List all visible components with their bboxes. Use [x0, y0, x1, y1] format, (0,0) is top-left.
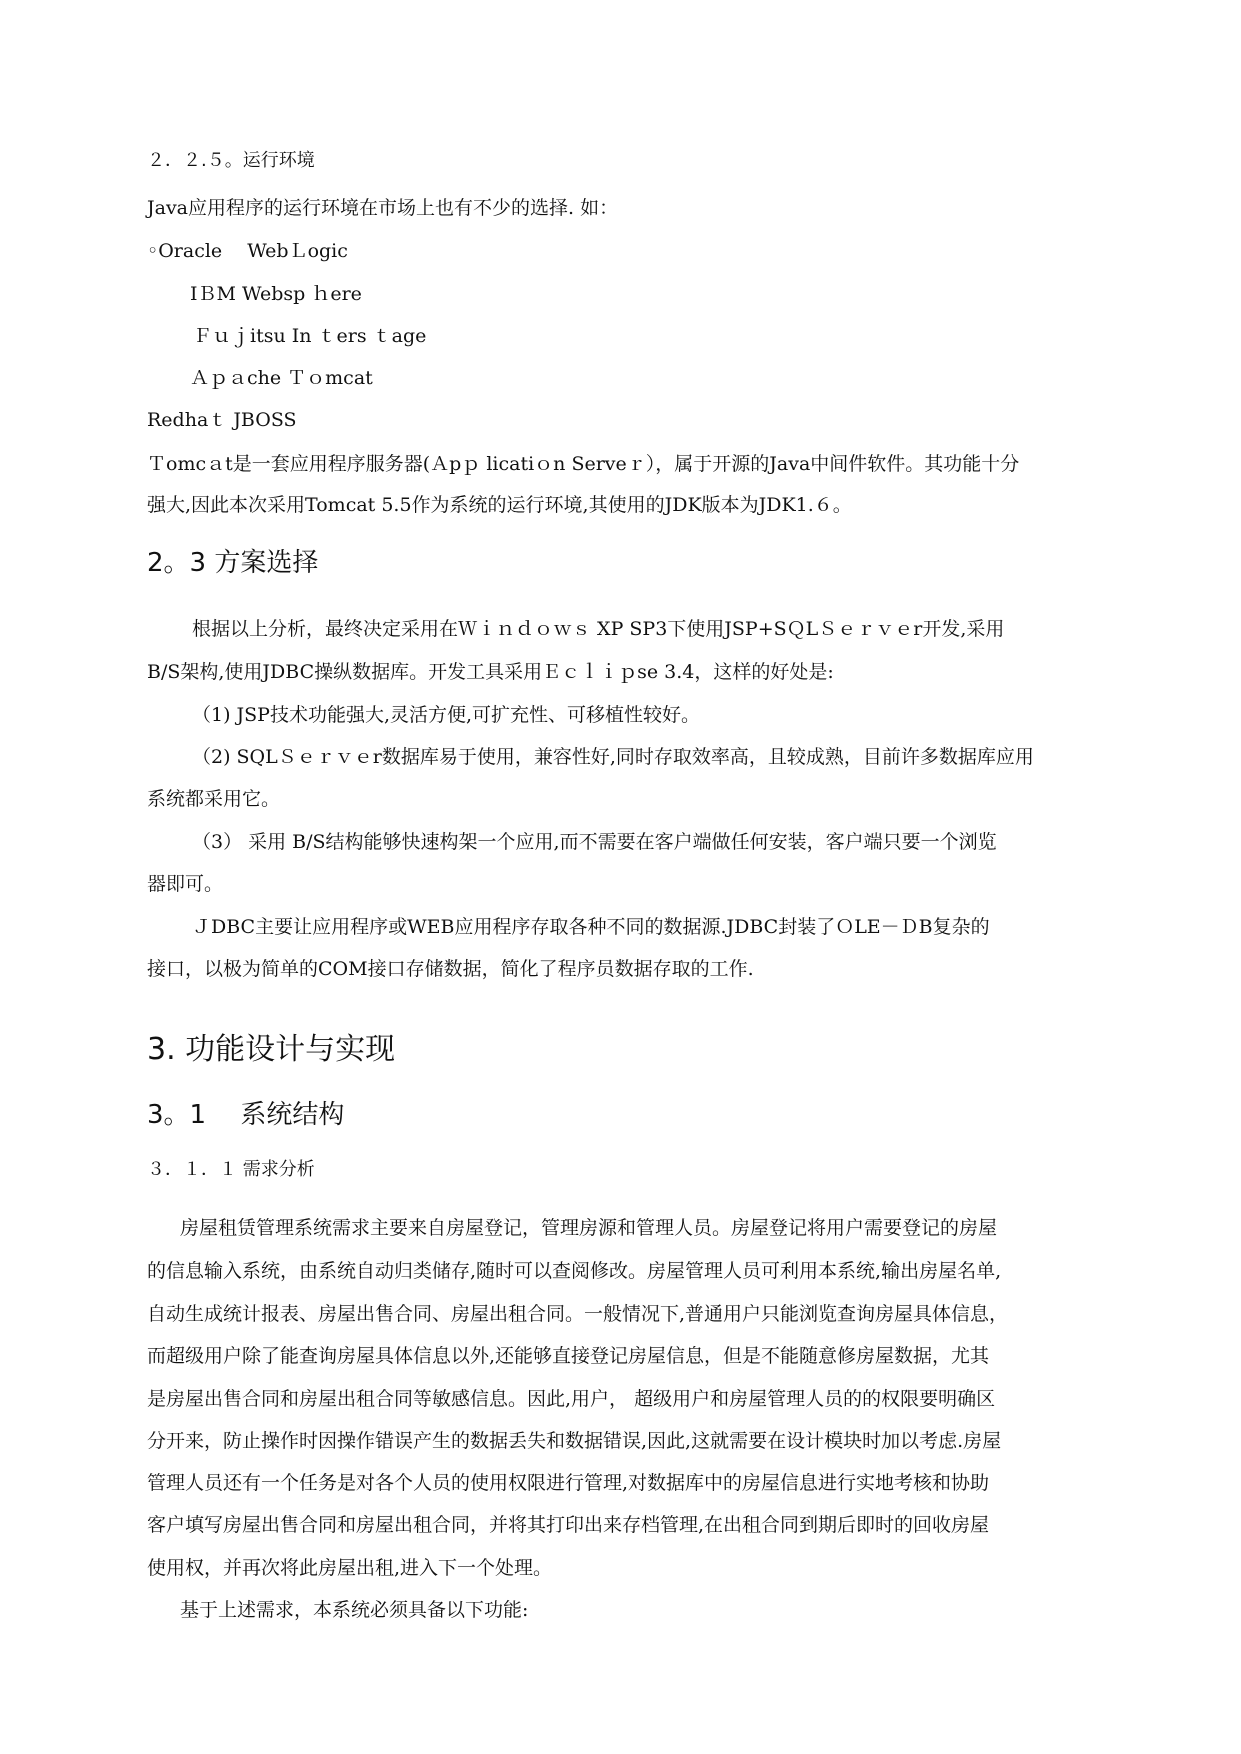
- chapter-heading-3: 3. 功能设计与实现: [147, 1032, 396, 1067]
- paragraph-line: 系统都采用它。: [147, 788, 281, 810]
- paragraph-line: 分开来，防止操作时因操作错误产生的数据丢失和数据错误,因此,这就需要在设计模块时加以考虑.房屋: [147, 1430, 1002, 1452]
- section-heading-3-1: 3。1 系统结构: [147, 1100, 345, 1130]
- section-heading-2-2-5: ２．２.５。运行环境: [147, 150, 315, 171]
- paragraph-line: ＪDBC主要让应用程序或WEB应用程序存取各种不同的数据源.JDBC封装了ＯLE－ＤB复杂的: [192, 916, 990, 938]
- paragraph-line: 的信息输入系统，由系统自动归类储存,随时可以查阅修改。房屋管理人员可利用本系统,输出房屋名单,: [147, 1260, 1002, 1282]
- paragraph-line: 管理人员还有一个任务是对各个人员的使用权限进行管理,对数据库中的房屋信息进行实地考核和协助: [147, 1472, 990, 1494]
- paragraph-line: 客户填写房屋出售合同和房屋出租合同，并将其打印出来存档管理,在出租合同到期后即时的回收房屋: [147, 1514, 990, 1536]
- paragraph-line: B/S架构,使用JDBC操纵数据库。开发工具采用Ｅｃｌｉｐse 3.4，这样的好处是:: [147, 661, 834, 683]
- list-item: IＢM Websp ｈere: [190, 283, 362, 305]
- list-item: Ａｐａche Ｔｏmcat: [190, 367, 373, 389]
- paragraph-line: 根据以上分析，最终决定采用在Ｗｉｎｄｏｗｓ XP SP3下使用JSP+SＱLＳｅｒｖｅr开发,采用: [192, 618, 1005, 640]
- list-item: Redhaｔ JBOSS: [147, 409, 297, 431]
- paragraph-line: 基于上述需求，本系统必须具备以下功能:: [180, 1599, 529, 1621]
- paragraph-line: 使用权，并再次将此房屋出租,进入下一个处理。: [147, 1557, 553, 1579]
- paragraph-line: 而超级用户除了能查询房屋具体信息以外,还能够直接登记房屋信息，但是不能随意修房屋数据，尤其: [147, 1345, 990, 1367]
- paragraph-line: Ｔomcａt是一套应用程序服务器(Ａpｐ licatiｏn Serveｒ），属于开源的Java中间件软件。其功能十分: [147, 453, 1020, 475]
- paragraph-line: 强大,因此本次采用Tomcat 5.5作为系统的运行环境,其使用的JDK版本为JDK1.６。: [147, 494, 852, 516]
- paragraph-line: 房屋租赁管理系统需求主要来自房屋登记，管理房源和管理人员。房屋登记将用户需要登记的房屋: [180, 1217, 998, 1239]
- paragraph-line: 是房屋出售合同和房屋出租合同等敏感信息。因此,用户， 超级用户和房屋管理人员的的权限要明确区: [147, 1388, 996, 1410]
- paragraph-line: （2) SQLＳｅｒｖｅr数据库易于使用，兼容性好,同时存取效率高，且较成熟，目前许多数据库应用: [192, 746, 1034, 768]
- paragraph-line: 自动生成统计报表、房屋出售合同、房屋出租合同。一般情况下,普通用户只能浏览查询房屋具体信息，: [147, 1303, 1009, 1325]
- paragraph-line: （3） 采用 B/S结构能够快速构架一个应用,而不需要在客户端做任何安装，客户端只要一个浏览: [192, 831, 997, 853]
- section-heading-3-1-1: ３．１．１ 需求分析: [147, 1159, 315, 1180]
- paragraph-line: Java应用程序的运行环境在市场上也有不少的选择. 如：: [147, 197, 619, 219]
- paragraph-line: 接口，以极为简单的COM接口存储数据，简化了程序员数据存取的工作.: [147, 958, 754, 980]
- paragraph-line: 器即可。: [147, 873, 224, 895]
- list-item: ◦Oracle WebＬogic: [147, 240, 348, 262]
- section-heading-2-3: 2。3 方案选择: [147, 548, 319, 578]
- list-item: Ｆｕｊitsu In ｔers ｔage: [193, 325, 427, 347]
- paragraph-line: （1) JSP技术功能强大,灵活方便,可扩充性、可移植性较好。: [192, 704, 701, 726]
